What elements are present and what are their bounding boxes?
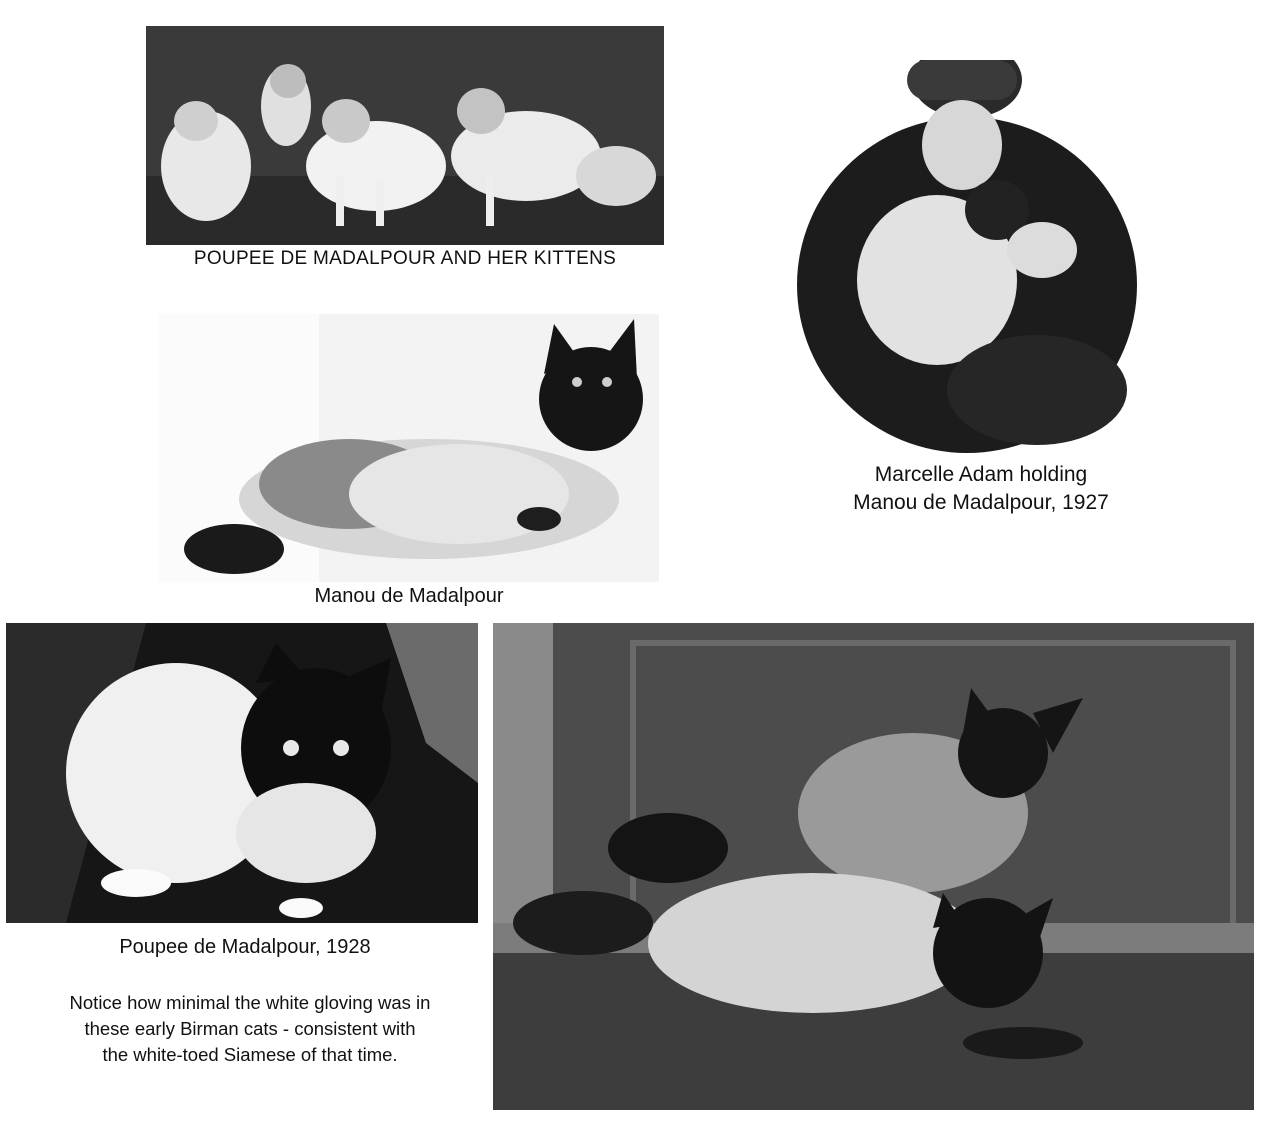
note-line-1: Notice how minimal the white gloving was in: [69, 992, 431, 1013]
photo-poupee: [6, 623, 478, 923]
photo-marcelle: [797, 60, 1137, 453]
caption-marcelle: [795, 461, 1167, 517]
note-line-2: these early Birman cats - consistent with: [84, 1018, 416, 1039]
note-line-3: the white-toed Siamese of that time.: [102, 1044, 398, 1065]
photo-manou-image: [159, 314, 659, 582]
photo-kittens-image: [146, 26, 664, 245]
caption-marcelle-line1: Marcelle Adam holding: [874, 463, 1088, 486]
note-paragraph: [10, 990, 490, 1068]
caption-poupee: Poupee de Madalpour, 1928: [119, 936, 371, 958]
photo-manou: [159, 314, 659, 582]
caption-manou: Manou de Madalpour: [314, 585, 504, 607]
photo-pair: [493, 623, 1254, 1110]
photo-pair-image: [493, 623, 1254, 1110]
photo-kittens: [146, 26, 664, 245]
photo-marcelle-image: [797, 60, 1137, 453]
photo-poupee-image: [6, 623, 478, 923]
caption-marcelle-line2: Manou de Madalpour, 1927: [853, 491, 1109, 514]
caption-kittens: POUPEE DE MADALPOUR AND HER KITTENS: [193, 248, 617, 269]
